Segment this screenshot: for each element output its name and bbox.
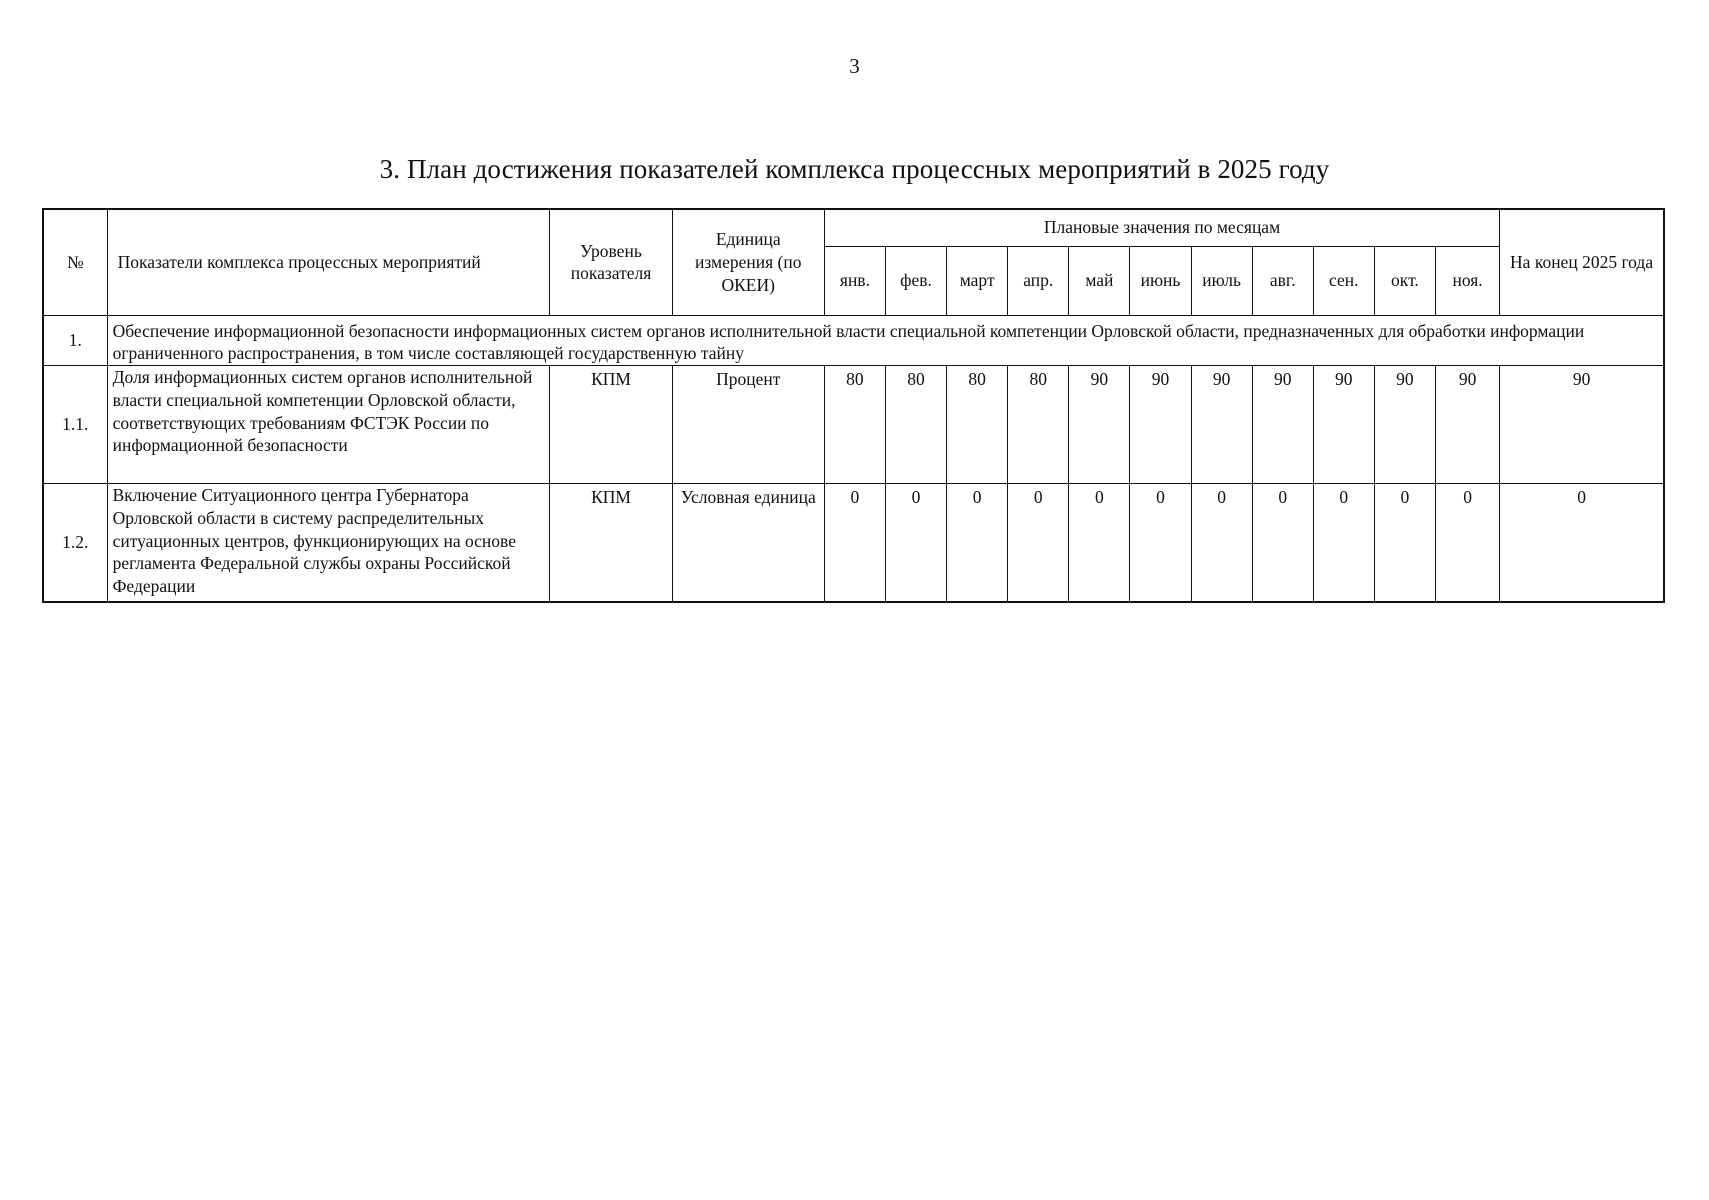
header-plan-by-month: Плановые значения по месяцам [824,209,1499,246]
header-month: янв. [824,246,885,315]
row-unit: Процент [672,366,824,484]
row-month-value: 90 [1130,366,1191,484]
header-year-end-label: На конец 2025 года [1510,251,1654,272]
row-level: КПМ [550,484,672,602]
row-month-value: 80 [947,366,1008,484]
header-month: окт. [1374,246,1435,315]
row-month-value: 0 [1130,484,1191,602]
header-indicator: Показатели комплекса процессных мероприятий [107,209,550,315]
header-month: авг. [1252,246,1313,315]
header-year-end [1500,209,1664,315]
row-indicator: Доля информационных систем органов исполнительной власти специальной компетенции Орловской области, соответствующих требованиям ФСТЭК России по информационной безопасности [107,366,550,484]
row-month-value: 90 [1313,366,1374,484]
page-number: 3 [849,54,860,78]
row-indicator: Включение Ситуационного центра Губернатора Орловской области в систему распределительных ситуационных центров, функционирующих на основе регламента Федеральной службы охраны Российской Федерации [107,484,550,602]
header-month: фев. [885,246,946,315]
header-month: сен. [1313,246,1374,315]
row-month-value: 0 [947,484,1008,602]
plan-table [42,208,1665,603]
row-month-value: 90 [1069,366,1130,484]
row-unit-label: Условная единица [680,487,816,507]
row-month-value: 0 [1435,484,1499,602]
header-month: апр. [1008,246,1069,315]
header-month: май [1069,246,1130,315]
row-num: 1.2. [43,484,107,602]
section-text: Обеспечение информационной безопасности информационных систем органов исполнительной власти специальной компетенции Орловской области, предназначенных для обработки информации ограниченного распространения, в том числе составляющей государственную тайну [107,315,1664,366]
row-unit [672,484,824,602]
row-month-value: 0 [1008,484,1069,602]
header-month: июнь [1130,246,1191,315]
row-level: КПМ [550,366,672,484]
document-title: 3. План достижения показателей комплекса процессных мероприятий в 2025 году [379,154,1330,184]
header-level [550,209,672,315]
row-num: 1.1. [43,366,107,484]
section-row [43,315,1664,366]
header-level-label: Уровень показателя [570,240,652,284]
header-month: ноя. [1435,246,1499,315]
row-month-value: 90 [1374,366,1435,484]
row-month-value: 90 [1191,366,1252,484]
row-month-value: 0 [1191,484,1252,602]
row-month-value: 0 [1252,484,1313,602]
table-row [43,366,1664,484]
row-month-value: 0 [1313,484,1374,602]
header-unit [672,209,824,315]
table-row [43,484,1664,602]
section-num: 1. [43,315,107,366]
header-month: июль [1191,246,1252,315]
row-month-value: 80 [1008,366,1069,484]
table-header [43,209,1664,315]
header-unit-label: Единица измерения (по ОКЕИ) [694,229,802,295]
row-year-end-value: 90 [1500,366,1664,484]
header-num: № [43,209,107,315]
row-year-end-value: 0 [1500,484,1664,602]
header-month: март [947,246,1008,315]
row-month-value: 80 [824,366,885,484]
row-month-value: 90 [1252,366,1313,484]
row-month-value: 0 [1069,484,1130,602]
row-month-value: 0 [885,484,946,602]
row-month-value: 90 [1435,366,1499,484]
row-month-value: 80 [885,366,946,484]
row-month-value: 0 [824,484,885,602]
row-month-value: 0 [1374,484,1435,602]
